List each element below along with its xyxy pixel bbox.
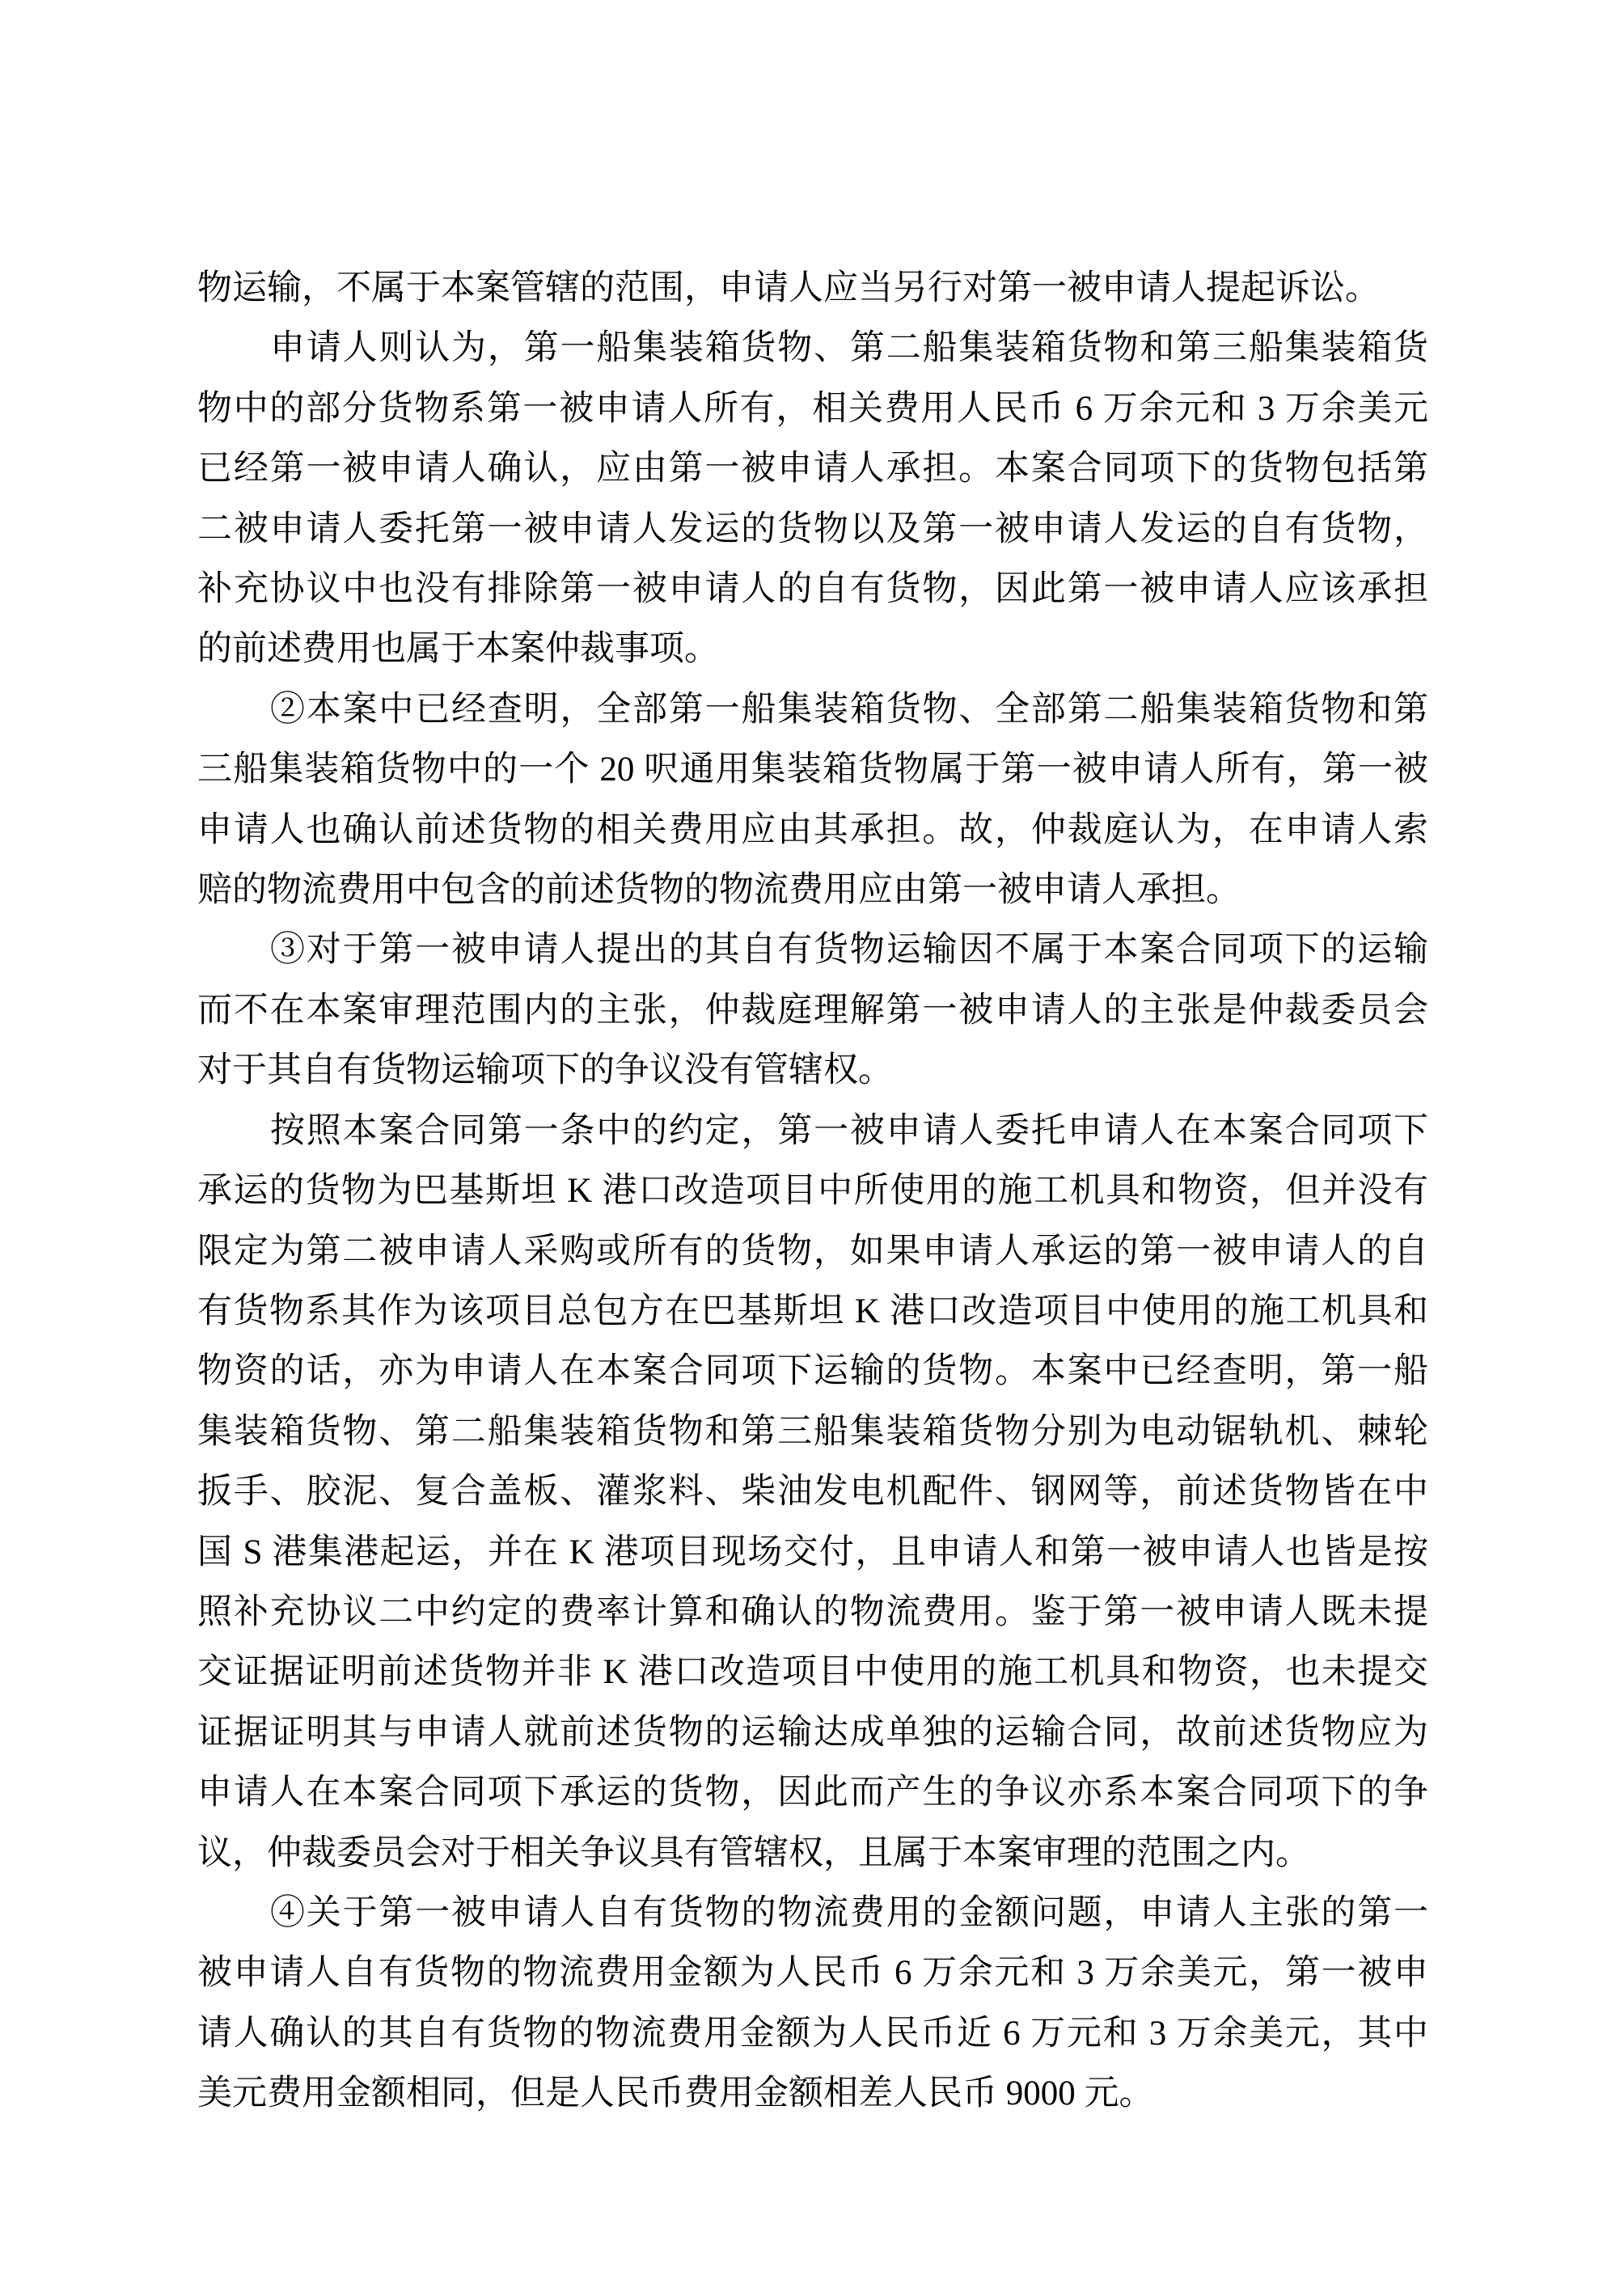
text-line: 三船集装箱货物中的一个 20 呎通用集装箱货物属于第一被申请人所有，第一被 xyxy=(197,751,1428,789)
text-line: 申请人在本案合同项下承运的货物，因此而产生的争议亦系本案合同项下的争 xyxy=(197,1774,1428,1812)
text-line: 国 S 港集港起运，并在 K 港项目现场交付，且申请人和第一被申请人也皆是按 xyxy=(197,1533,1428,1571)
text-line: 有货物系其作为该项目总包方在巴基斯坦 K 港口改造项目中使用的施工机具和 xyxy=(197,1292,1428,1330)
text-line: 的前述费用也属于本案仲裁事项。 xyxy=(197,630,719,669)
text-line: 证据证明其与申请人就前述货物的运输达成单独的运输合同，故前述货物应为 xyxy=(197,1713,1428,1752)
text-line: 美元费用金额相同，但是人民币费用金额相差人民币 9000 元。 xyxy=(197,2074,1154,2113)
text-line: 赔的物流费用中包含的前述货物的物流费用应由第一被申请人承担。 xyxy=(197,871,1241,910)
text-line: ④关于第一被申请人自有货物的物流费用的金额问题，申请人主张的第一 xyxy=(270,1893,1428,1932)
text-line: 二被申请人委托第一被申请人发运的货物以及第一被申请人发运的自有货物， xyxy=(197,510,1428,548)
text-line: 补充协议中也没有排除第一被申请人的自有货物，因此第一被申请人应该承担 xyxy=(197,570,1428,609)
text-line: 议，仲裁委员会对于相关争议具有管辖权，且属于本案审理的范围之内。 xyxy=(197,1833,1310,1872)
text-line: 已经第一被申请人确认，应由第一被申请人承担。本案合同项下的货物包括第 xyxy=(197,450,1428,488)
text-line: 物中的部分货物系第一被申请人所有，相关费用人民币 6 万余元和 3 万余美元 xyxy=(197,389,1428,428)
text-line: 物运输，不属于本案管辖的范围，申请人应当另行对第一被申请人提起诉讼。 xyxy=(197,269,1380,307)
text-line: 被申请人自有货物的物流费用金额为人民币 6 万余元和 3 万余美元，第一被申 xyxy=(197,1954,1428,1993)
text-line: 交证据证明前述货物并非 K 港口改造项目中使用的施工机具和物资，也未提交 xyxy=(197,1653,1428,1692)
text-line: ②本案中已经查明，全部第一船集装箱货物、全部第二船集装箱货物和第 xyxy=(270,690,1428,729)
text-line: 对于其自有货物运输项下的争议没有管辖权。 xyxy=(197,1051,893,1090)
text-line: 集装箱货物、第二船集装箱货物和第三船集装箱货物分别为电动锯轨机、棘轮 xyxy=(197,1412,1428,1451)
text-line: 申请人也确认前述货物的相关费用应由其承担。故，仲裁庭认为，在申请人索 xyxy=(197,810,1428,849)
text-line: 扳手、胶泥、复合盖板、灌浆料、柴油发电机配件、钢网等，前述货物皆在中 xyxy=(197,1473,1428,1512)
body-text xyxy=(197,259,1428,2125)
text-line: 请人确认的其自有货物的物流费用金额为人民币近 6 万元和 3 万余美元，其中 xyxy=(197,2014,1428,2053)
text-line: 按照本案合同第一条中的约定，第一被申请人委托申请人在本案合同项下 xyxy=(270,1111,1428,1150)
text-line: 申请人则认为，第一船集装箱货物、第二船集装箱货物和第三船集装箱货 xyxy=(270,329,1428,368)
text-line: 照补充协议二中约定的费率计算和确认的物流费用。鉴于第一被申请人既未提 xyxy=(197,1592,1428,1631)
text-line: 物资的话，亦为申请人在本案合同项下运输的货物。本案中已经查明，第一船 xyxy=(197,1352,1428,1391)
text-line: 而不在本案审理范围内的主张，仲裁庭理解第一被申请人的主张是仲裁委员会 xyxy=(197,991,1428,1030)
text-line: 承运的货物为巴基斯坦 K 港口改造项目中所使用的施工机具和物资，但并没有 xyxy=(197,1172,1428,1211)
text-line: 限定为第二被申请人采购或所有的货物，如果申请人承运的第一被申请人的自 xyxy=(197,1232,1428,1271)
text-line: ③对于第一被申请人提出的其自有货物运输因不属于本案合同项下的运输 xyxy=(270,931,1428,970)
